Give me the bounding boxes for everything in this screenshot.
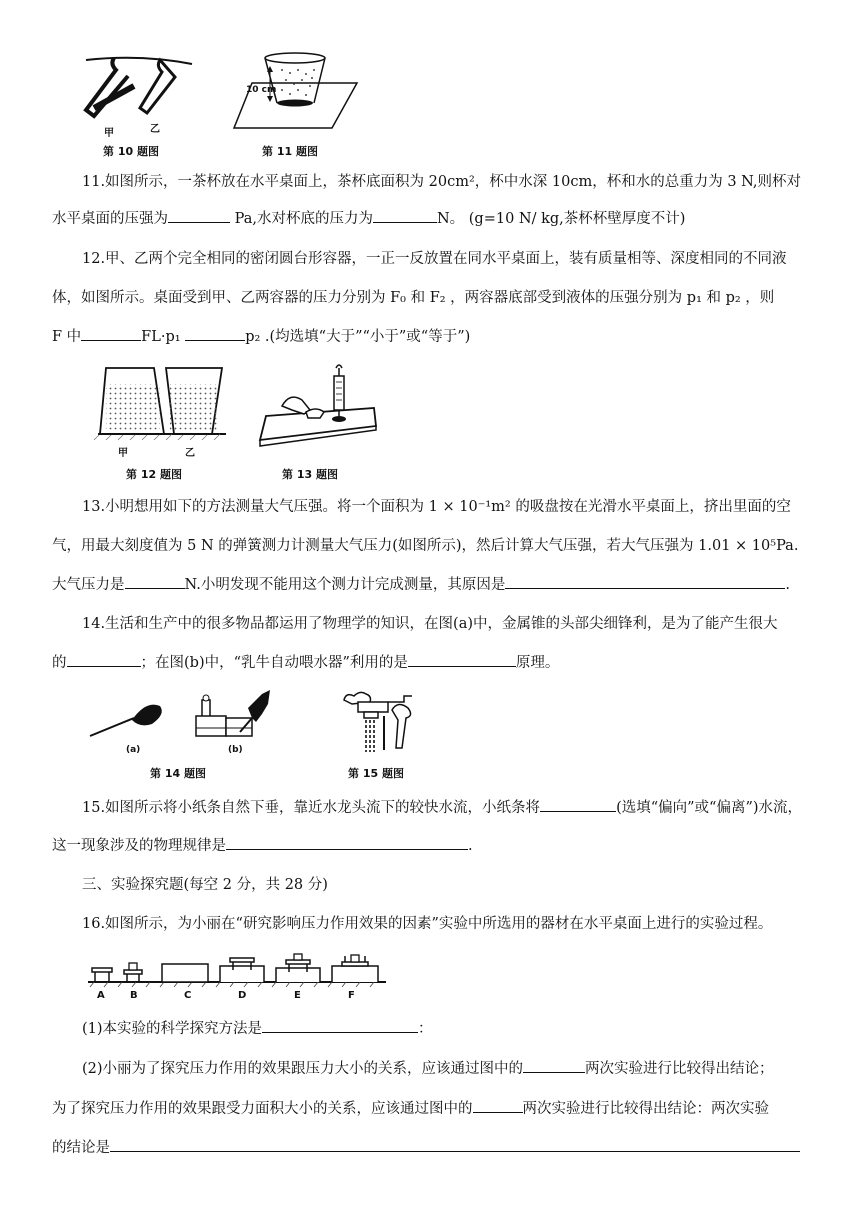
q15-blank-2[interactable] — [226, 835, 468, 850]
q11-line1: 11.如图所示，一茶杯放在水平桌面上，茶杯底面积为 20cm²，杯中水深 10cm，杯和水的总重力为 3 N,则杯对 — [82, 174, 802, 190]
fig13-caption: 第 13 题图 — [282, 468, 338, 481]
q16-p2-text-a: (2)小丽为了探究压力作用的效果跟压力大小的关系，应该通过图中的 — [82, 1061, 524, 1077]
q12-text-c: p₂ .(均选填“大于”“小于”或“等于”) — [245, 329, 471, 345]
q13-line2: 气，用最大刻度值为 5 N 的弹簧测力计测量大气压力(如图所示)，然后计算大气压强，若大气压强为 1.01 × 10⁵Pa. — [52, 538, 799, 554]
q16-part2 — [82, 1058, 842, 1079]
fig10-hangers-illustration — [80, 50, 200, 130]
q11-line2 — [52, 208, 812, 229]
fig11-depth-label: 10 cm — [246, 85, 277, 95]
q14-text-a: 的 — [52, 655, 67, 671]
q12-line3 — [52, 326, 812, 347]
q13-text-c: . — [785, 577, 790, 593]
q16-blank-conclusion[interactable] — [110, 1137, 800, 1152]
q12-line1: 12.甲、乙两个完全相同的密闭圆台形容器，一正一反放置在同水平桌面上，装有质量相等、深度相同的不同液 — [82, 251, 787, 267]
q12-text-a: F 中 — [52, 329, 82, 345]
q15-text-b: (选填“偏向”或“偏离”)水流， — [616, 800, 803, 816]
fig16-label-a: A — [97, 990, 105, 1001]
fig13-spring-scale-illustration — [254, 364, 384, 454]
q12-line2: 体，如图所示。桌面受到甲、乙两容器的压力分别为 F₀ 和 F₂ ，两容器底部受到液体的压强分别为 p₁ 和 p₂ ，则 — [52, 290, 775, 306]
fig16-label-b: B — [130, 990, 138, 1001]
q11-blank-force[interactable] — [373, 208, 437, 223]
q16-blank-method[interactable] — [262, 1018, 418, 1033]
q11-text-b: Pa,水对杯底的压力为 — [230, 211, 373, 227]
q14-text-b: ；在图(b)中，“乳牛自动喂水器”利用的是 — [140, 655, 408, 671]
q13-line3 — [52, 574, 812, 595]
q14-text-c: 原理。 — [515, 655, 560, 671]
q16-blank-force-exp[interactable] — [523, 1058, 585, 1073]
q16-p4-text-a: 的结论是 — [52, 1140, 110, 1156]
fig15-caption: 第 15 题图 — [348, 767, 404, 780]
q16-p3-text-b: 两次实验进行比较得出结论：两次实验 — [522, 1101, 769, 1117]
fig12-caption: 第 12 题图 — [126, 468, 182, 481]
q15-blank-1[interactable] — [540, 797, 616, 812]
fig14-label-b: (b) — [228, 745, 243, 755]
q15-text-a: 15.如图所示将小纸条自然下垂，靠近水龙头流下的较快水流，小纸条将 — [82, 800, 541, 816]
fig16-experiment-illustration — [88, 952, 388, 988]
q11-text-a: 水平桌面的压强为 — [52, 211, 168, 227]
q11-text-c: N。 (g=10 N/ kg,茶杯杯壁厚度不计) — [436, 211, 686, 227]
fig14a-awl-illustration — [88, 700, 168, 740]
q16-p1-text-a: (1)本实验的科学探究方法是 — [82, 1021, 263, 1037]
q16-p3-text-a: 为了探究压力作用的效果跟受力面积大小的关系，应该通过图中的 — [52, 1101, 473, 1117]
fig14-caption: 第 14 题图 — [150, 767, 206, 780]
fig10-label-left: 甲 — [104, 128, 114, 139]
q16-blank-area-exp[interactable] — [473, 1098, 523, 1113]
fig15-faucet-illustration — [340, 690, 420, 756]
fig14-label-a: (a) — [126, 745, 141, 755]
q14-blank-2[interactable] — [408, 652, 516, 667]
q13-text-a: 大气压力是 — [52, 577, 125, 593]
q14-blank-1[interactable] — [67, 652, 141, 667]
fig12-containers-illustration — [98, 366, 228, 438]
q16-part3 — [52, 1098, 812, 1119]
q13-line1: 13.小明想用如下的方法测量大气压强。将一个面积为 1 × 10⁻¹m² 的吸盘按在光滑水平桌面上，挤出里面的空 — [82, 499, 791, 515]
fig12-label-right: 乙 — [185, 448, 195, 459]
q16-intro: 16.如图所示，为小丽在“研究影响压力作用效果的因素”实验中所选用的器材在水平桌面上进行的实验过程。 — [82, 916, 773, 932]
q15-text-c: 这一现象涉及的物理规律是 — [52, 838, 226, 854]
q16-part1 — [82, 1018, 842, 1039]
q13-text-b: N.小明发现不能用这个测力计完成测量，其原因是 — [184, 577, 506, 593]
q15-text-d: . — [468, 838, 473, 854]
fig14b-waterer-illustration — [192, 688, 278, 744]
fig16-label-f: F — [348, 990, 355, 1001]
q15-line2 — [52, 835, 812, 856]
fig16-label-c: C — [184, 990, 192, 1001]
q15-line1 — [82, 797, 842, 818]
fig12-label-left: 甲 — [118, 448, 128, 459]
q14-line1: 14.生活和生产中的很多物品都运用了物理学的知识，在图(a)中，金属锥的头部尖细锋利，是为了能产生很大 — [82, 616, 778, 632]
q16-p1-text-b: ： — [418, 1021, 433, 1037]
q12-blank-2[interactable] — [185, 326, 245, 341]
q14-line2 — [52, 652, 812, 673]
q16-p2-text-b: 两次实验进行比较得出结论； — [585, 1061, 774, 1077]
fig16-label-d: D — [238, 990, 247, 1001]
q13-blank-reason[interactable] — [505, 574, 785, 589]
q12-blank-1[interactable] — [81, 326, 141, 341]
fig10-caption: 第 10 题图 — [103, 145, 159, 158]
q16-part4 — [52, 1137, 812, 1158]
fig10-label-right: 乙 — [150, 124, 160, 135]
fig16-label-e: E — [294, 990, 301, 1001]
q12-text-b: FL·p₁ — [141, 329, 186, 345]
fig11-caption: 第 11 题图 — [262, 145, 318, 158]
q11-blank-pressure[interactable] — [168, 208, 230, 223]
q13-blank-force[interactable] — [125, 574, 185, 589]
section3-heading: 三、实验探究题(每空 2 分，共 28 分) — [82, 877, 328, 893]
